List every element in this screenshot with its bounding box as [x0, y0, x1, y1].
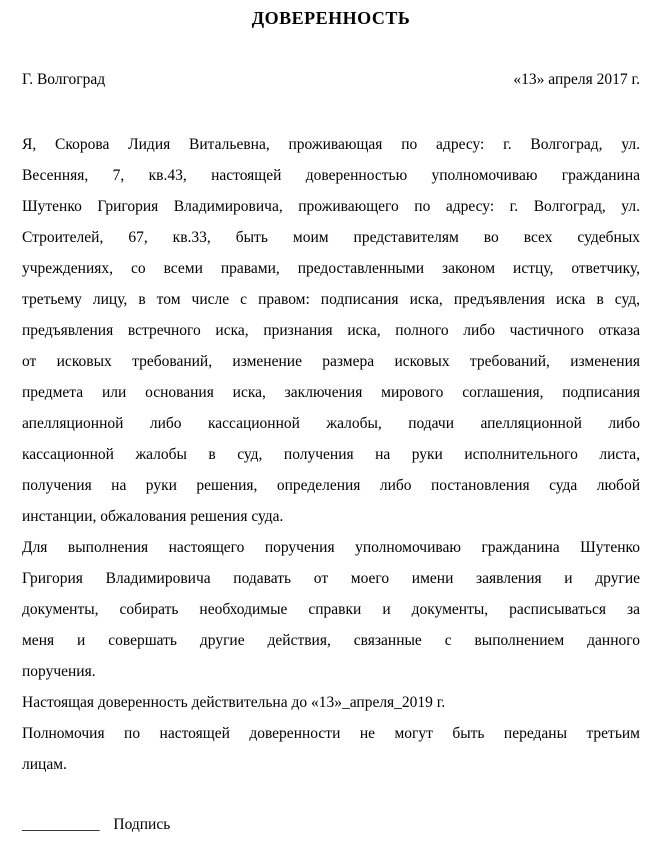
document-title: ДОВЕРЕННОСТЬ: [251, 8, 411, 28]
document-text-line: поручения.: [22, 663, 96, 680]
document-text-line: учреждениях, со всеми правами, предоставленными законом истцу, ответчику,: [22, 260, 640, 277]
document-city: Г. Волгоград: [22, 71, 106, 88]
paragraph-powers: [22, 532, 640, 687]
signature-label: Подпись: [113, 816, 171, 833]
place-date-row: [22, 69, 640, 91]
document-text-line: третьему лицу, в том числе с правом: подписания иска, предъявления иска в суд,: [22, 291, 640, 308]
document-text-line: лицам.: [22, 756, 67, 773]
document-text-line: от исковых требований, изменение размера исковых требований, изменения: [22, 353, 640, 370]
document-text-line: Строителей, 67, кв.33, быть моим представителям во всех судебных: [22, 229, 640, 246]
document-text-line: Полномочия по настоящей доверенности не могут быть переданы третьим: [22, 725, 640, 742]
document-text-line: инстанции, обжалования решения суда.: [22, 508, 284, 525]
document-text-line: документы, собирать необходимые справки и документы, расписываться за: [22, 601, 640, 618]
signature-blank-line: __________: [22, 816, 100, 833]
document-text-line: Весенняя, 7, кв.43, настоящей доверенностью уполномочиваю гражданина: [22, 167, 640, 184]
document-text-line: апелляционной либо кассационной жалобы, подачи апелляционной либо: [22, 415, 640, 432]
signature-row: [22, 814, 640, 836]
paragraph-non-transferable: [22, 718, 640, 780]
document-text-line: предмета или основания иска, заключения мирового соглашения, подписания: [22, 384, 640, 401]
document-text-line: Шутенко Григория Владимировича, проживающего по адресу: г. Волгоград, ул.: [22, 198, 640, 215]
document-text-line: Настоящая доверенность действительна до «13»_апреля_2019 г.: [22, 694, 446, 711]
document-text-line: меня и совершать другие действия, связанные с выполнением данного: [22, 632, 640, 649]
document-body: [22, 129, 640, 780]
paragraph-validity: [22, 687, 640, 718]
document-text-line: Для выполнения настоящего поручения уполномочиваю гражданина Шутенко: [22, 539, 640, 556]
document-text-line: кассационной жалобы в суд, получения на руки исполнительного листа,: [22, 446, 640, 463]
paragraph-authorization: [22, 129, 640, 532]
document-text-line: предъявления встречного иска, признания иска, полного либо частичного отказа: [22, 322, 640, 339]
document-text-line: Я, Скорова Лидия Витальевна, проживающая по адресу: г. Волгоград, ул.: [22, 136, 640, 153]
document-date: «13» апреля 2017 г.: [513, 71, 640, 88]
document-text-line: получения на руки решения, определения либо постановления суда любой: [22, 477, 640, 494]
document-text-line: Григория Владимировича подавать от моего имени заявления и другие: [22, 570, 640, 587]
